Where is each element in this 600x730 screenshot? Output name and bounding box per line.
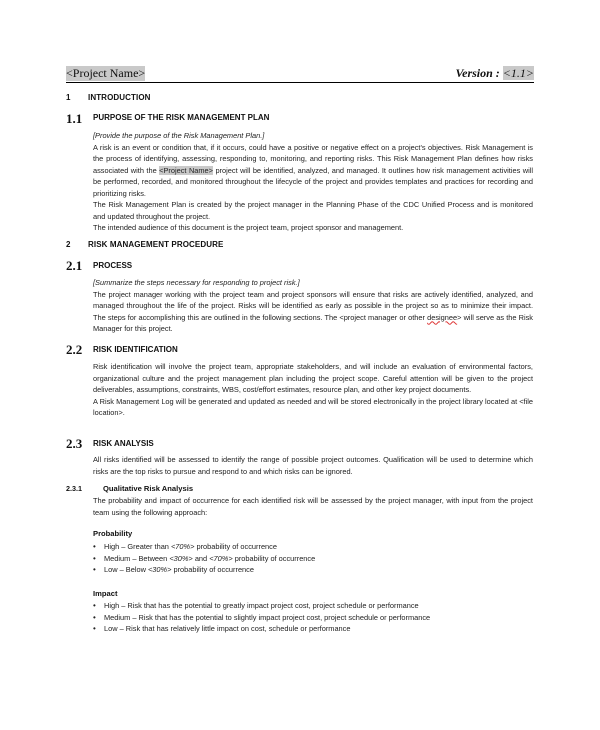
section-2-3-1-title: Qualitative Risk Analysis	[103, 484, 194, 493]
version-block	[455, 66, 534, 81]
probability-list	[93, 541, 453, 576]
section-2-3-title: RISK ANALYSIS	[93, 439, 154, 448]
list-item: • Medium – Between <30%> and <70%> probability of occurrence	[93, 553, 453, 565]
section-1-number: 1	[66, 93, 71, 102]
probability-heading: Probability	[93, 529, 133, 538]
section-1-1-number: 1.1	[66, 111, 83, 126]
section-2-1-number: 2.1	[66, 258, 83, 273]
section-1-1-hint: [Provide the purpose of the Risk Management Plan.]	[93, 131, 265, 140]
list-item: • Low – Risk that has relatively little impact on cost, schedule or performance	[93, 623, 434, 635]
designee-word: designee	[427, 312, 458, 322]
impact-list	[93, 600, 434, 635]
section-2-3-1-body	[93, 495, 533, 518]
section-1-title: INTRODUCTION	[88, 93, 151, 102]
version-value-field[interactable]: <1.1>	[502, 66, 534, 80]
section-2-2-body	[93, 361, 533, 419]
section-2-1-hint: [Summarize the steps necessary for responding to project risk.]	[93, 278, 300, 287]
list-item: • High – Greater than <70%> probability of occurrence	[93, 541, 453, 553]
section-2-title: RISK MANAGEMENT PROCEDURE	[88, 240, 224, 249]
project-name-field[interactable]: <Project Name>	[66, 66, 146, 80]
section-2-2-title: RISK IDENTIFICATION	[93, 345, 178, 354]
section-1-1-paragraph-1: A risk is an event or condition that, if it occurs, could have a positive or negative effect on a project's objectives. Risk Management is the process of identifying, assessing, responding to, monitoring, and reporting risks. This Risk Management Plan defines how risks associated with the <Project Name> project will be identified, analyzed, and managed. It outlines how risk management activities will be performed, recorded, and monitored throughout the lifecycle of the project and provides templates and practices for recording and prioritizing risks.	[93, 142, 534, 198]
list-item: • Medium – Risk that has the potential to slightly impact project cost, project schedule or performance	[93, 612, 434, 624]
section-2-1-paragraph-1: The project manager working with the project team and project sponsors will ensure that risks are actively identified, analyzed, and managed throughout the life of the project. Risks will be identified as early as possible in the project so as to minimize their impact. The steps for accomplishing this are outlined in the following sections. The <project manager or other designee> will serve as the Risk Manager for this project.	[93, 289, 534, 333]
section-2-2-paragraph-1: Risk identification will involve the project team, appropriate stakeholders, and will include an evaluation of environmental factors, organizational culture and the project management plan including the project scope. Careful attention will be given to the project deliverables, assumptions, constraints, WBS, cost/effort estimates, resource plan, and other key project documents.	[93, 362, 533, 394]
list-item: • Low – Below <30%> probability of occurrence	[93, 564, 453, 576]
version-label: Version :	[455, 66, 500, 80]
section-2-3-1-number: 2.3.1	[66, 484, 82, 493]
document-header	[66, 66, 534, 83]
section-1-1-paragraph-3: The intended audience of this document is the project team, project sponsor and management.	[93, 223, 404, 232]
section-2-1-title: PROCESS	[93, 261, 133, 270]
section-2-2-paragraph-2: A Risk Management Log will be generated and updated as needed and will be stored electronically in the project library located at <file location>.	[93, 396, 533, 417]
section-1-1-title: PURPOSE OF THE RISK MANAGEMENT PLAN	[93, 113, 270, 122]
section-2-2-number: 2.2	[66, 342, 83, 357]
section-2-3-1-paragraph-1: The probability and impact of occurrence for each identified risk will be assessed by the project manager, with input from the project team using the following approach:	[93, 496, 533, 517]
section-2-3-paragraph-1: All risks identified will be assessed to identify the range of possible project outcomes. Qualification will be used to determine which risks are the top risks to pursue and respond to and which risks can be ignored.	[93, 455, 533, 476]
impact-heading: Impact	[93, 589, 118, 598]
project-name-placeholder[interactable]: <Project Name>	[159, 165, 213, 175]
section-2-3-number: 2.3	[66, 436, 83, 451]
section-1-1-body	[93, 130, 533, 234]
section-2-3-body	[93, 454, 533, 477]
section-1-1-paragraph-2: The Risk Management Plan is created by the project manager in the Planning Phase of the CDC Unified Process and is monitored and updated throughout the project.	[93, 200, 533, 221]
section-2-1-body	[93, 277, 533, 335]
section-2-number: 2	[66, 240, 71, 249]
list-item: • High – Risk that has the potential to greatly impact project cost, project schedule or performance	[93, 600, 434, 612]
